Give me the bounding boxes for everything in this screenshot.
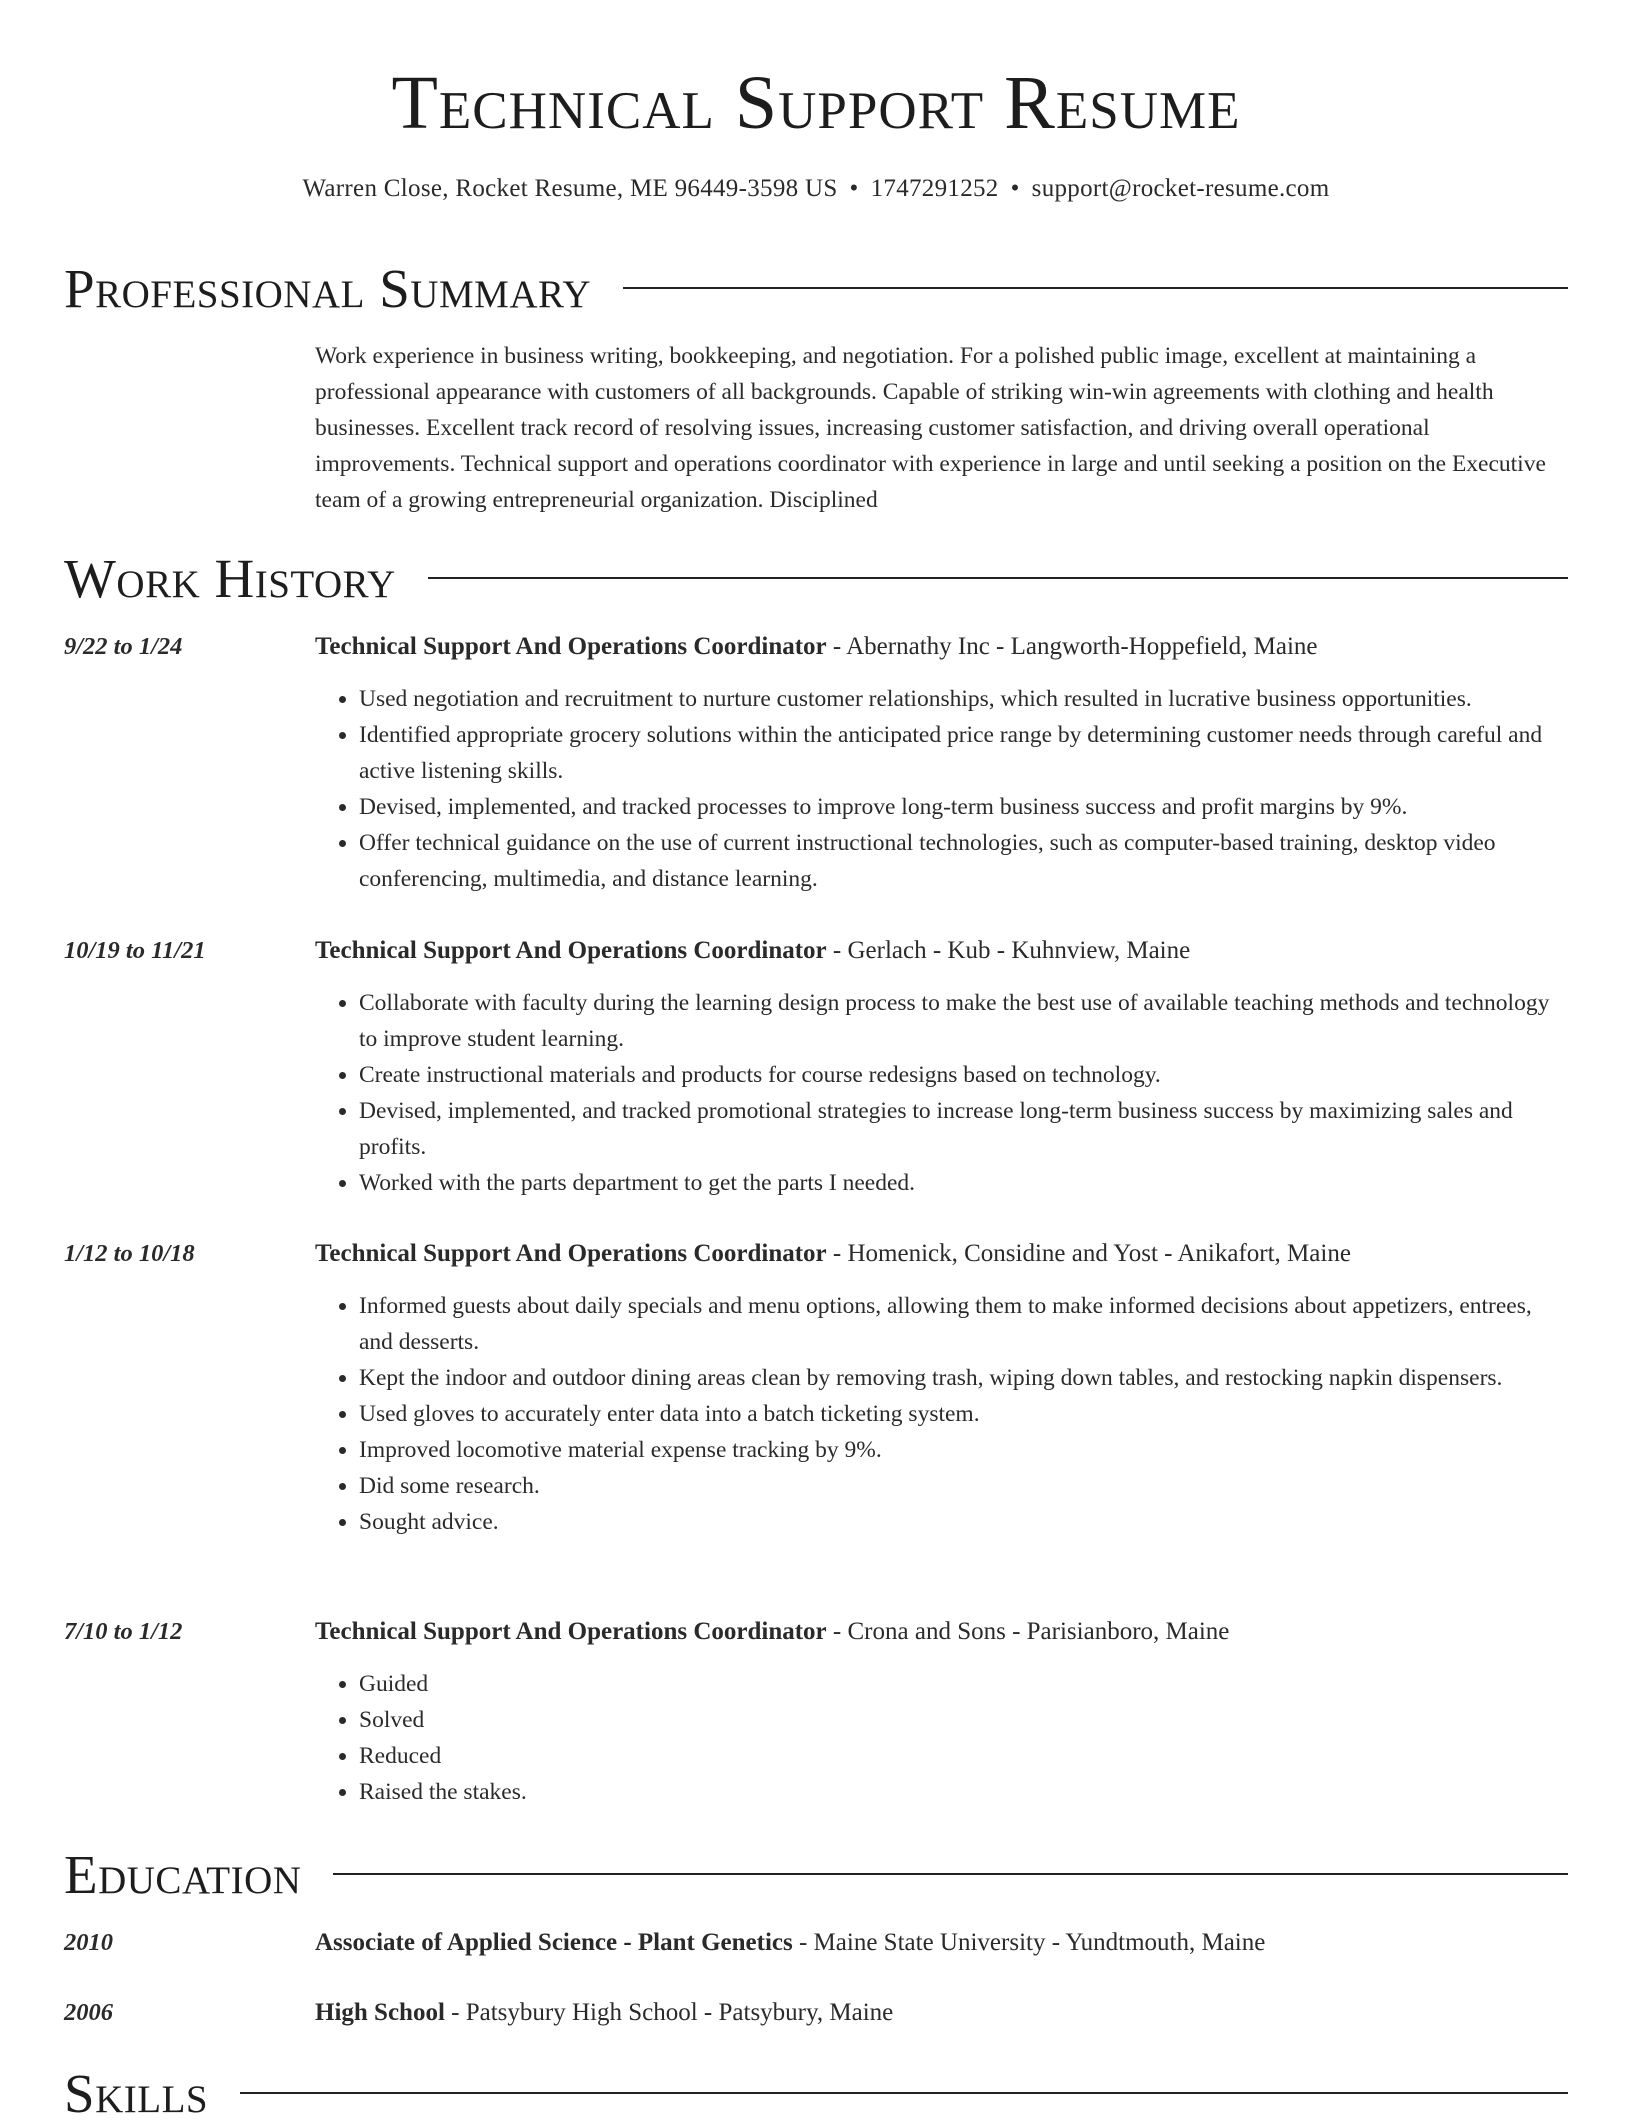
section-divider (623, 287, 1568, 289)
work-dates: 10/19 to 11/21 (64, 937, 206, 964)
work-bullet: • Solved (359, 1702, 1568, 1738)
work-heading (315, 629, 1568, 665)
section-divider (333, 1873, 1568, 1875)
section-title: Work History (64, 547, 396, 609)
work-dates: 7/10 to 1/12 (64, 1618, 183, 1645)
work-bullet: • Sought advice. (359, 1504, 1568, 1540)
work-bullet: • Informed guests about daily specials and menu options, allowing them to make informed decisions about appetizers, entrees, and desserts. (359, 1288, 1568, 1360)
section-title: Skills (64, 2062, 209, 2124)
contact-separator: • (1010, 175, 1020, 202)
work-bullet: • Offer technical guidance on the use of current instructional technologies, such as computer-based training, desktop video conferencing, multimedia, and distance learning. (359, 825, 1568, 897)
work-dates: 1/12 to 10/18 (64, 1240, 195, 1267)
work-bullet: • Devised, implemented, and tracked promotional strategies to increase long-term business success by maximizing sales and profits. (359, 1093, 1568, 1165)
work-heading (315, 1236, 1568, 1272)
contact-phone: 1747291252 (870, 175, 999, 202)
employer-details: - Homenick, Considine and Yost - Anikafort, Maine (826, 1240, 1351, 1267)
job-title: Technical Support And Operations Coordinator (315, 1240, 827, 1267)
employer-details: - Crona and Sons - Parisianboro, Maine (826, 1618, 1230, 1645)
work-bullet-list (315, 1288, 1568, 1540)
work-entry (64, 629, 1568, 897)
education-heading (315, 1925, 1568, 1961)
work-bullet: • Kept the indoor and outdoor dining areas clean by removing trash, wiping down tables, and restocking napkin dispensers. (359, 1360, 1568, 1396)
education-entry (64, 1925, 1568, 1961)
degree: Associate of Applied Science - Plant Genetics (315, 1929, 793, 1956)
contact-email: support@rocket-resume.com (1031, 175, 1330, 202)
employer-details: - Abernathy Inc - Langworth-Hoppefield, Maine (826, 633, 1318, 660)
work-history-section-header (64, 543, 1568, 613)
work-bullet: • Create instructional materials and products for course redesigns based on technology. (359, 1057, 1568, 1093)
work-entry (64, 933, 1568, 1201)
resume-title: Technical Support Resume (391, 61, 1241, 145)
education-year: 2006 (64, 1999, 113, 2026)
work-bullet: • Guided (359, 1666, 1568, 1702)
contact-separator: • (849, 175, 859, 202)
work-dates: 9/22 to 1/24 (64, 633, 183, 660)
job-title: Technical Support And Operations Coordinator (315, 1618, 827, 1645)
employer-details: - Gerlach - Kub - Kuhnview, Maine (826, 937, 1191, 964)
school-details: - Patsybury High School - Patsybury, Maine (444, 1999, 894, 2026)
professional-summary-text: Work experience in business writing, bookkeeping, and negotiation. For a polished public image, excellent at maintaining a professional appearance with customers of all backgrounds. Capable of striking win-win agreements with clothing and health businesses. Excellent track record of resolving issues, increasing customer satisfaction, and driving overall operational improvements. Technical support and operations coordinator with experience in large and until seeking a position on the Executive team of a growing entrepreneurial organization. Disciplined (315, 343, 1546, 513)
work-bullet: • Used gloves to accurately enter data into a batch ticketing system. (359, 1396, 1568, 1432)
work-bullet: • Did some research. (359, 1468, 1568, 1504)
work-bullet: • Collaborate with faculty during the learning design process to make the best use of available teaching methods and technology to improve student learning. (359, 985, 1568, 1057)
work-bullet-list (315, 681, 1568, 897)
education-section-header (64, 1839, 1568, 1909)
section-title: Education (64, 1843, 302, 1905)
education-year: 2010 (64, 1929, 113, 1956)
education-entry (64, 1995, 1568, 2031)
section-title: Professional Summary (64, 257, 592, 319)
job-title: Technical Support And Operations Coordinator (315, 937, 827, 964)
section-divider (240, 2092, 1568, 2094)
work-bullet: • Improved locomotive material expense tracking by 9%. (359, 1432, 1568, 1468)
school-details: - Maine State University - Yundtmouth, Maine (792, 1929, 1266, 1956)
section-divider (428, 577, 1568, 579)
work-bullet-list (315, 1666, 1568, 1810)
work-entry (64, 1614, 1568, 1810)
work-heading (315, 1614, 1568, 1650)
education-heading (315, 1995, 1568, 2031)
work-bullet-list (315, 985, 1568, 1201)
degree: High School (315, 1999, 445, 2026)
work-bullet: • Reduced (359, 1738, 1568, 1774)
work-bullet: • Identified appropriate grocery solutions within the anticipated price range by determining customer needs through careful and active listening skills. (359, 717, 1568, 789)
contact-address: Warren Close, Rocket Resume, ME 96449-3598 US (302, 175, 838, 202)
work-heading (315, 933, 1568, 969)
work-bullet: • Raised the stakes. (359, 1774, 1568, 1810)
work-entry (64, 1236, 1568, 1540)
work-bullet: • Worked with the parts department to get the parts I needed. (359, 1165, 1568, 1201)
job-title: Technical Support And Operations Coordinator (315, 633, 827, 660)
work-bullet: • Used negotiation and recruitment to nurture customer relationships, which resulted in lucrative business opportunities. (359, 681, 1568, 717)
skills-section-header (64, 2058, 1568, 2128)
summary-section-header (64, 253, 1568, 323)
work-bullet: • Devised, implemented, and tracked processes to improve long-term business success and profit margins by 9%. (359, 789, 1568, 825)
contact-line (0, 172, 1632, 206)
